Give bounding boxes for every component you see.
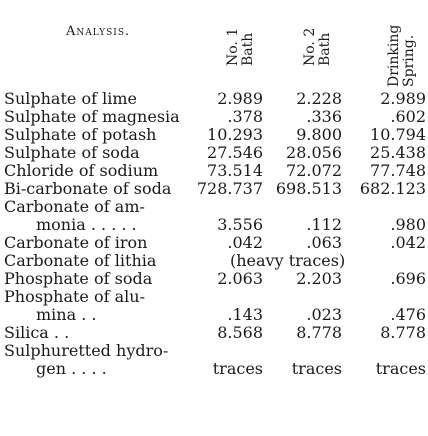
row-label: Sulphuretted hydro- (4, 341, 169, 360)
value-no2-bath: .336 (306, 107, 342, 126)
value-no1-bath: traces (212, 359, 263, 378)
value-span-note: (heavy traces) (230, 251, 346, 270)
value-no1-bath: 27.546 (207, 143, 263, 162)
table-row (0, 198, 428, 216)
table-row (0, 342, 428, 360)
value-drinking-spring: traces (375, 359, 426, 378)
row-label: Phosphate of soda (4, 269, 153, 288)
row-label: Sulphate of magnesia (4, 107, 180, 126)
row-label: Silica . . (4, 323, 70, 342)
value-drinking-spring: .980 (390, 215, 426, 234)
value-no2-bath: .063 (306, 233, 342, 252)
table-row (0, 306, 428, 324)
value-drinking-spring: .696 (390, 269, 426, 288)
value-no1-bath: .143 (227, 305, 263, 324)
row-label: gen . . . . (36, 359, 107, 378)
column-header-line: Spring. (401, 34, 417, 87)
table-row (0, 126, 428, 144)
table-row (0, 90, 428, 108)
value-no1-bath: .042 (227, 233, 263, 252)
value-no2-bath: traces (291, 359, 342, 378)
row-label: monia . . . . . (36, 215, 137, 234)
value-drinking-spring: 77.748 (370, 161, 426, 180)
value-no2-bath: 2.228 (296, 89, 342, 108)
column-header-line: Bath (240, 32, 256, 66)
table-row (0, 234, 428, 252)
table-row (0, 270, 428, 288)
table-row (0, 108, 428, 126)
row-label: mina . . (36, 305, 97, 324)
column-header-no2-bath (303, 28, 333, 66)
column-header-no1-bath (226, 28, 256, 66)
column-header-line: Bath (317, 32, 333, 66)
table-row (0, 144, 428, 162)
value-drinking-spring: 25.438 (370, 143, 426, 162)
value-drinking-spring: 8.778 (380, 323, 426, 342)
value-drinking-spring: 682.123 (359, 179, 426, 198)
value-no1-bath: 2.063 (217, 269, 263, 288)
value-no2-bath: .023 (306, 305, 342, 324)
row-label: Chloride of sodium (4, 161, 159, 180)
row-label: Phosphate of alu- (4, 287, 145, 306)
value-no1-bath: 3.556 (217, 215, 263, 234)
value-no1-bath: .378 (227, 107, 263, 126)
table-row (0, 180, 428, 198)
table-row (0, 252, 428, 270)
value-no2-bath: 2.203 (296, 269, 342, 288)
column-header-line: No. 1 (225, 27, 241, 66)
row-label: Sulphate of potash (4, 125, 157, 144)
row-label: Bi-carbonate of soda (4, 179, 172, 198)
row-label: Sulphate of lime (4, 89, 137, 108)
value-no1-bath: 8.568 (217, 323, 263, 342)
table-row (0, 360, 428, 378)
table-row (0, 162, 428, 180)
value-no2-bath: 9.800 (296, 125, 342, 144)
value-no2-bath: .112 (306, 215, 342, 234)
value-no1-bath: 2.989 (217, 89, 263, 108)
row-label: Carbonate of am- (4, 197, 145, 216)
column-header-drinking-spring (387, 25, 417, 87)
value-drinking-spring: .042 (390, 233, 426, 252)
value-no2-bath: 28.056 (286, 143, 342, 162)
value-no1-bath: 728.737 (196, 179, 263, 198)
row-label: Carbonate of iron (4, 233, 148, 252)
value-no1-bath: 10.293 (207, 125, 263, 144)
value-no2-bath: 698.513 (275, 179, 342, 198)
value-no2-bath: 72.072 (286, 161, 342, 180)
value-drinking-spring: 2.989 (380, 89, 426, 108)
row-label: Sulphate of soda (4, 143, 140, 162)
row-label: Carbonate of lithia (4, 251, 157, 270)
value-no2-bath: 8.778 (296, 323, 342, 342)
table-row (0, 324, 428, 342)
table-title: Analysis. (66, 24, 131, 39)
table-row (0, 216, 428, 234)
value-drinking-spring: 10.794 (370, 125, 426, 144)
column-header-line: No. 2 (302, 27, 318, 66)
table-row (0, 288, 428, 306)
column-header-line: Drinking (386, 24, 402, 87)
value-drinking-spring: .476 (390, 305, 426, 324)
value-drinking-spring: .602 (390, 107, 426, 126)
value-no1-bath: 73.514 (207, 161, 263, 180)
